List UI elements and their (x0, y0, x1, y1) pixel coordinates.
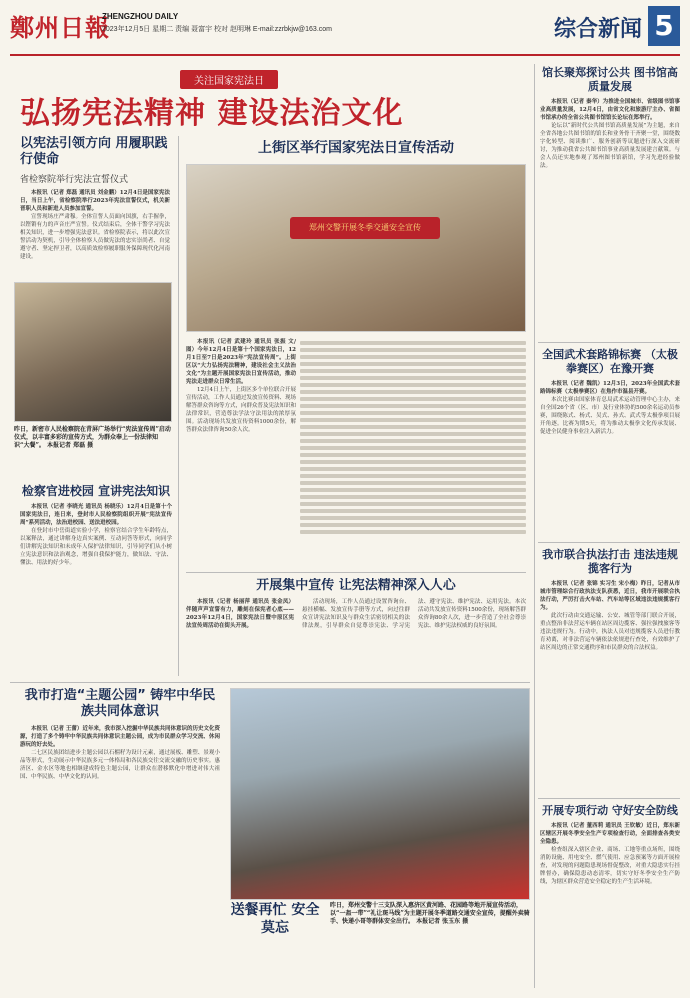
photo-caption: 昨日，郑州交警十三支队深入惠济区黄河路、花园路等地开展宣传活动，以“一盔一带”“礼让斑马线”为主题开展冬季道路交通安全宣传，提醒外卖骑手、快递小哥等群体安全出行。 本报记者 张玉东 摄 (330, 902, 530, 925)
article-title: 上街区举行国家宪法日宣传活动 (258, 140, 454, 156)
article-theme-park (20, 688, 220, 988)
divider (538, 342, 680, 343)
text-line (300, 516, 526, 520)
text-line (300, 495, 526, 499)
article-shangjie (186, 338, 296, 568)
article-lead: 本报讯（记者 武建玲 通讯员 张振 文/图）今年12月4日是第十个国家宪法日，12月1日至7日是2023年“宪法宣传周”。上街区以“大力弘扬宪法精神，建设社会主义法治文化”为主题开展国家宪法日宣传活动，推动宪法走进群众日常生活。 (186, 339, 296, 385)
article-title: 开展专项行动 守好安全防线 (542, 804, 678, 817)
feature-badge: 关注国家宪法日 (180, 70, 278, 89)
text-line (300, 341, 526, 345)
text-line (300, 390, 526, 394)
article-body: 此次行动由交通运输、公安、城管等部门联合开展，重点整治非法营运车辆在站区周边揽客、强拉强拽旅客等违法违规行为。行动中，执法人员对违规揽客人员进行教育劝离，对非法营运车辆依法依规进行查处，有效维护了站区周边的正常交通秩序和市民群众的合法权益。 (540, 612, 680, 651)
article-subtitle: 省检察院举行宪法宣誓仪式 (20, 174, 129, 185)
text-line (300, 418, 526, 422)
text-line (300, 383, 526, 387)
text-line (300, 481, 526, 485)
photo-shangjie-event (186, 164, 526, 332)
article-lead: 本报讯（记者 王蕾）近年来，我市深入挖掘中华民族共同体意识的历史文化资源，打造了多个铸牢中华民族共同体意识主题公园，成为市民群众学习交流、休闲游玩的好去处。 (20, 725, 220, 748)
article-body: 论坛以“新时代公共图书馆高质量发展”为主题，来自全省各地公共图书馆的馆长和业务骨干齐聚一堂，围绕数字化转型、阅读推广、服务创新等议题进行深入交流研讨，为推动我省公共图书馆事业高质量发展建言献策。与会人员还实地参观了郑州图书馆新馆，学习先进经验做法。 (540, 122, 680, 169)
divider (538, 542, 680, 543)
article-lead: 本报讯（记者 李晓光 通讯员 杨晓乐）12月4日是第十个国家宪法日，连日来，登封市人民检察院组织开展“宪法宣传周”系列活动，法治进校园、送法进校园。 (20, 504, 172, 526)
issue-meta: 2023年12月5日 星期二 责编 聂富宇 校对 赵明琳 E-mail:zzrbkjw@163.com (102, 26, 332, 33)
article-body: 本次比赛由国家体育总局武术运动管理中心主办，来自全国26个省（区、市）及行业体协的500余名运动员参赛，围绕陈式、杨式、吴式、孙式、武式等太极拳项目展开角逐。比赛为期5天，将为推动太极拳文化传承发展、促进全民健身事业注入新活力。 (540, 396, 680, 435)
text-line (300, 362, 526, 366)
article-body: 活动现场，工作人员通过设置咨询台、悬挂横幅、发放宣传手册等方式，向过往群众宣讲宪法知识及与群众生活密切相关的法律法规，引导群众自觉尊崇宪法、学习宪法、遵守宪法、维护宪法、运用宪法。本次活动共发放宣传资料1500余份，现场解答群众咨询80余人次，进一步营造了全社会尊崇宪法、维护宪法权威的良好氛围。 (302, 599, 526, 630)
text-line (300, 502, 526, 506)
column-divider (178, 136, 179, 676)
article-wushu-championship (540, 348, 680, 538)
article-title: 检察官进校园 宣讲宪法知识 (21, 484, 171, 498)
text-line (300, 488, 526, 492)
text-line (300, 460, 526, 464)
article-delivery-safety (230, 902, 320, 982)
photo-traffic-police (230, 688, 530, 900)
text-line (300, 425, 526, 429)
article-joint-enforcement (540, 548, 680, 794)
article-shangjie-continued (300, 338, 526, 568)
article-body: 二七区民族团结进步主题公园以石榴籽为设计元素，通过展板、雕塑、景观小品等形式，生动展示中华民族多元一体格局和各民族交往交流交融的历史事实。惠济区、金水区等地也相继建成特色主题公园，让群众在潜移默化中增进对伟大祖国、中华民族、中华文化的认同。 (20, 749, 220, 780)
article-centralized-publicity (186, 578, 526, 678)
article-body: 12月4日上午，上街区多个单位联合开展宣传活动，工作人员通过发放宣传资料、现场解答群众咨询等方式，向群众普及宪法知识和法律常识，营造尊法学法守法用法的浓厚氛围。活动现场共发放宣传资料1000余份，解答群众法律咨询50余人次。 (186, 387, 296, 433)
newspaper-english-name: ZHENGZHOU DAILY (102, 12, 179, 21)
text-line (300, 432, 526, 436)
divider (10, 682, 530, 683)
photo-xinmi-procuratorate (14, 282, 172, 422)
text-line (300, 376, 526, 380)
article-title: 以宪法引领方向 用履职践行使命 (20, 136, 168, 168)
text-line (300, 411, 526, 415)
event-banner: 郑州交警开展冬季交通安全宣传 (290, 217, 440, 239)
section-title: 综合新闻 (553, 17, 642, 42)
text-line (300, 355, 526, 359)
text-line (300, 397, 526, 401)
column-divider (534, 64, 535, 988)
article-lead: 本报讯（记者 杨丽萍 通讯员 张金凤）伴随声声宣誓有力，雕刻在保宪者心底——2023年12月4日，国家宪法日暨中原区宪法宣传周活动在街头开展。 (186, 599, 294, 630)
article-lead: 本报讯（记者 张锦 实习生 宋小梅）昨日，记者从市城市管理综合行政执法支队获悉，近日，我市开展联合执法行动，严厉打击火车站、汽车站等区域违法违规揽客行为。 (540, 580, 680, 611)
article-body: 宣誓现场庄严肃穆。全体宣誓人员面向国旗，右手握拳，以铿锵有力的声音庄严宣誓。仪式结束后，全体干警学习宪法相关知识，进一步增强宪法意识。省检察院表示，将以此次宣誓活动为契机，引导全体检察人员做宪法的忠实崇尚者、自觉遵守者、坚定捍卫者，以高质效检察履职服务保障现代化河南建设。 (20, 213, 170, 260)
divider (186, 572, 526, 573)
article-constitution-oath (20, 136, 170, 276)
article-special-action (540, 804, 680, 990)
page-number: 5 (648, 6, 680, 46)
article-lead: 本报讯（记者 秦华）为推进全国城市、省级图书馆事业高质量发展，12月4日，由省文化和旅游厅主办、省图书馆承办的全省公共图书馆馆长论坛在郑举行。 (540, 98, 680, 121)
article-title: 送餐再忙 安全莫忘 (230, 902, 320, 936)
article-body: 在登封市中岳街道实验小学，检察官结合学生年龄特点，以案释法，通过讲解身边真实案例、互动问答等形式，向同学们讲解宪法知识和未成年人保护法律知识，引导同学们从小树立宪法意识和法治观念，增强自我保护能力，做知法、守法、懂法、用法的好少年。 (20, 528, 172, 566)
article-body: 检查组深入辖区企业、商场、工地等重点场所，围绕消防设施、用电安全、燃气使用、应急预案等方面开展检查，对发现的问题隐患现场督促整改，对重大隐患实行挂牌督办，确保隐患动态清零，切实守好冬季安全生产防线，为辖区群众营造安全稳定的生产生活环境。 (540, 846, 680, 885)
article-lead: 本报讯（记者 魏凯）12月3日，2023年全国武术套路锦标赛（太极拳赛区）在焦作市温县开赛。 (540, 380, 680, 395)
main-headline: 弘扬宪法精神 建设法治文化 (20, 96, 404, 131)
article-title: 全国武术套路锦标赛 （太极拳赛区）在豫开赛 (542, 348, 678, 375)
article-library-forum (540, 66, 680, 336)
text-line (300, 474, 526, 478)
article-title: 馆长聚郑探讨公共 图书馆高质量发展 (542, 66, 678, 93)
photo-caption: 昨日，新密市人民检察院在青屏广场举行“宪法宣传周”启动仪式，以丰富多彩的宣传方式，为群众奉上一份法律知识“大餐”。 本报记者 郑磊 摄 (14, 426, 171, 449)
masthead (10, 6, 680, 56)
text-line (300, 467, 526, 471)
text-line (300, 509, 526, 513)
article-procurator-campus (20, 484, 172, 674)
article-lead: 本报讯（记者 郑磊 通讯员 刘金鹏）12月4日是国家宪法日，当日上午，省检察院举行2023年宪法宣誓仪式，机关新晋职人员和新进人员参加宣誓。 (20, 189, 170, 212)
text-line (300, 523, 526, 527)
text-line (300, 404, 526, 408)
text-line (300, 453, 526, 457)
article-title: 开展集中宣传 让宪法精神深入人心 (256, 578, 456, 593)
newspaper-logo: 鄭州日報 (10, 13, 110, 42)
text-line (300, 446, 526, 450)
article-title: 我市打造“主题公园” 铸牢中华民族共同体意识 (24, 688, 216, 720)
text-line (300, 348, 526, 352)
text-line (300, 369, 526, 373)
article-shangjie-title-block (186, 140, 526, 160)
divider (538, 798, 680, 799)
article-lead: 本报讯（记者 董西莉 通讯员 王钦敏）近日，郑东新区辖区开展冬季安全生产专项检查行动，全面排查各类安全隐患。 (540, 822, 680, 845)
article-title: 我市联合执法打击 违法违规揽客行为 (542, 548, 678, 575)
text-line (300, 439, 526, 443)
text-line (300, 530, 526, 534)
